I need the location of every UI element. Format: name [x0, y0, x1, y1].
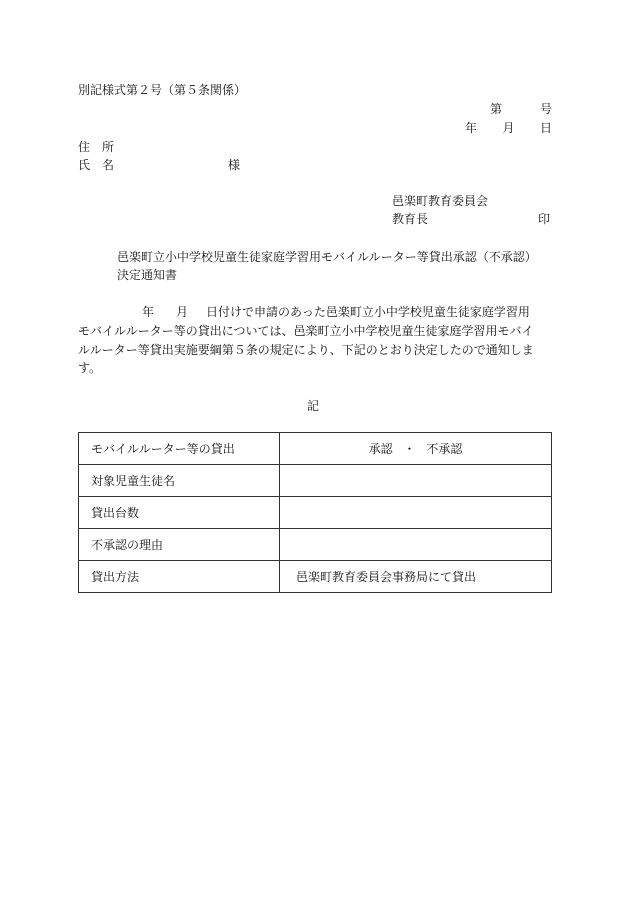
- body-line2: モバイルルーター等の貸出については、邑楽町立小中学校児童生徒家庭学習用モバイ: [78, 324, 534, 338]
- name-label: 氏 名: [78, 158, 115, 172]
- row-label: モバイルルーター等の貸出: [79, 433, 280, 465]
- student-name-value: [280, 465, 552, 497]
- table-row: [79, 529, 552, 561]
- date-month: 月: [502, 121, 515, 135]
- body-line1: 日付けで申請のあった邑楽町立小中学校児童生徒家庭学習用: [206, 305, 530, 319]
- decision-table: [78, 432, 552, 593]
- table-row: [79, 497, 552, 529]
- seal-mark: 印: [538, 212, 551, 226]
- table-row: [79, 465, 552, 497]
- document-title-line1: 邑楽町立小中学校児童生徒家庭学習用モバイルルーター等貸出承認（不承認）: [117, 250, 537, 264]
- loan-method-value: 邑楽町教育委員会事務局にて貸出: [280, 561, 552, 593]
- row-label: 不承認の理由: [79, 529, 280, 561]
- honorific: 様: [228, 158, 241, 172]
- date-year: 年: [465, 121, 478, 135]
- row-label: 対象児童生徒名: [79, 465, 280, 497]
- issue-date: [465, 120, 552, 136]
- body-date-year: 年: [142, 305, 155, 319]
- approve-option: 承認: [368, 442, 393, 456]
- body-line4: す。: [78, 361, 102, 375]
- issuer-title: 教育長: [392, 212, 429, 226]
- option-separator: ・: [403, 442, 416, 456]
- document-number: [490, 101, 552, 117]
- table-row: [79, 561, 552, 593]
- loan-count-value: [280, 497, 552, 529]
- body-date-month: 月: [176, 305, 189, 319]
- body-line3: ルルーター等貸出実施要綱第５条の規定により、下記のとおり決定したので通知しま: [78, 343, 534, 357]
- disapproval-reason-value: [280, 529, 552, 561]
- ki-heading: 記: [307, 399, 320, 413]
- doc-number-suffix: 号: [539, 102, 552, 116]
- address-label: 住 所: [78, 140, 115, 154]
- form-number: 別記様式第２号（第５条関係）: [78, 83, 247, 97]
- row-label: 貸出台数: [79, 497, 280, 529]
- approval-choice: [280, 433, 552, 465]
- row-label: 貸出方法: [79, 561, 280, 593]
- date-day: 日: [539, 121, 552, 135]
- disapprove-option: 不承認: [426, 442, 463, 456]
- table-row: [79, 433, 552, 465]
- issuer-organization: 邑楽町教育委員会: [392, 194, 489, 208]
- doc-number-prefix: 第: [490, 102, 503, 116]
- document-title-line2: 決定通知書: [117, 268, 178, 282]
